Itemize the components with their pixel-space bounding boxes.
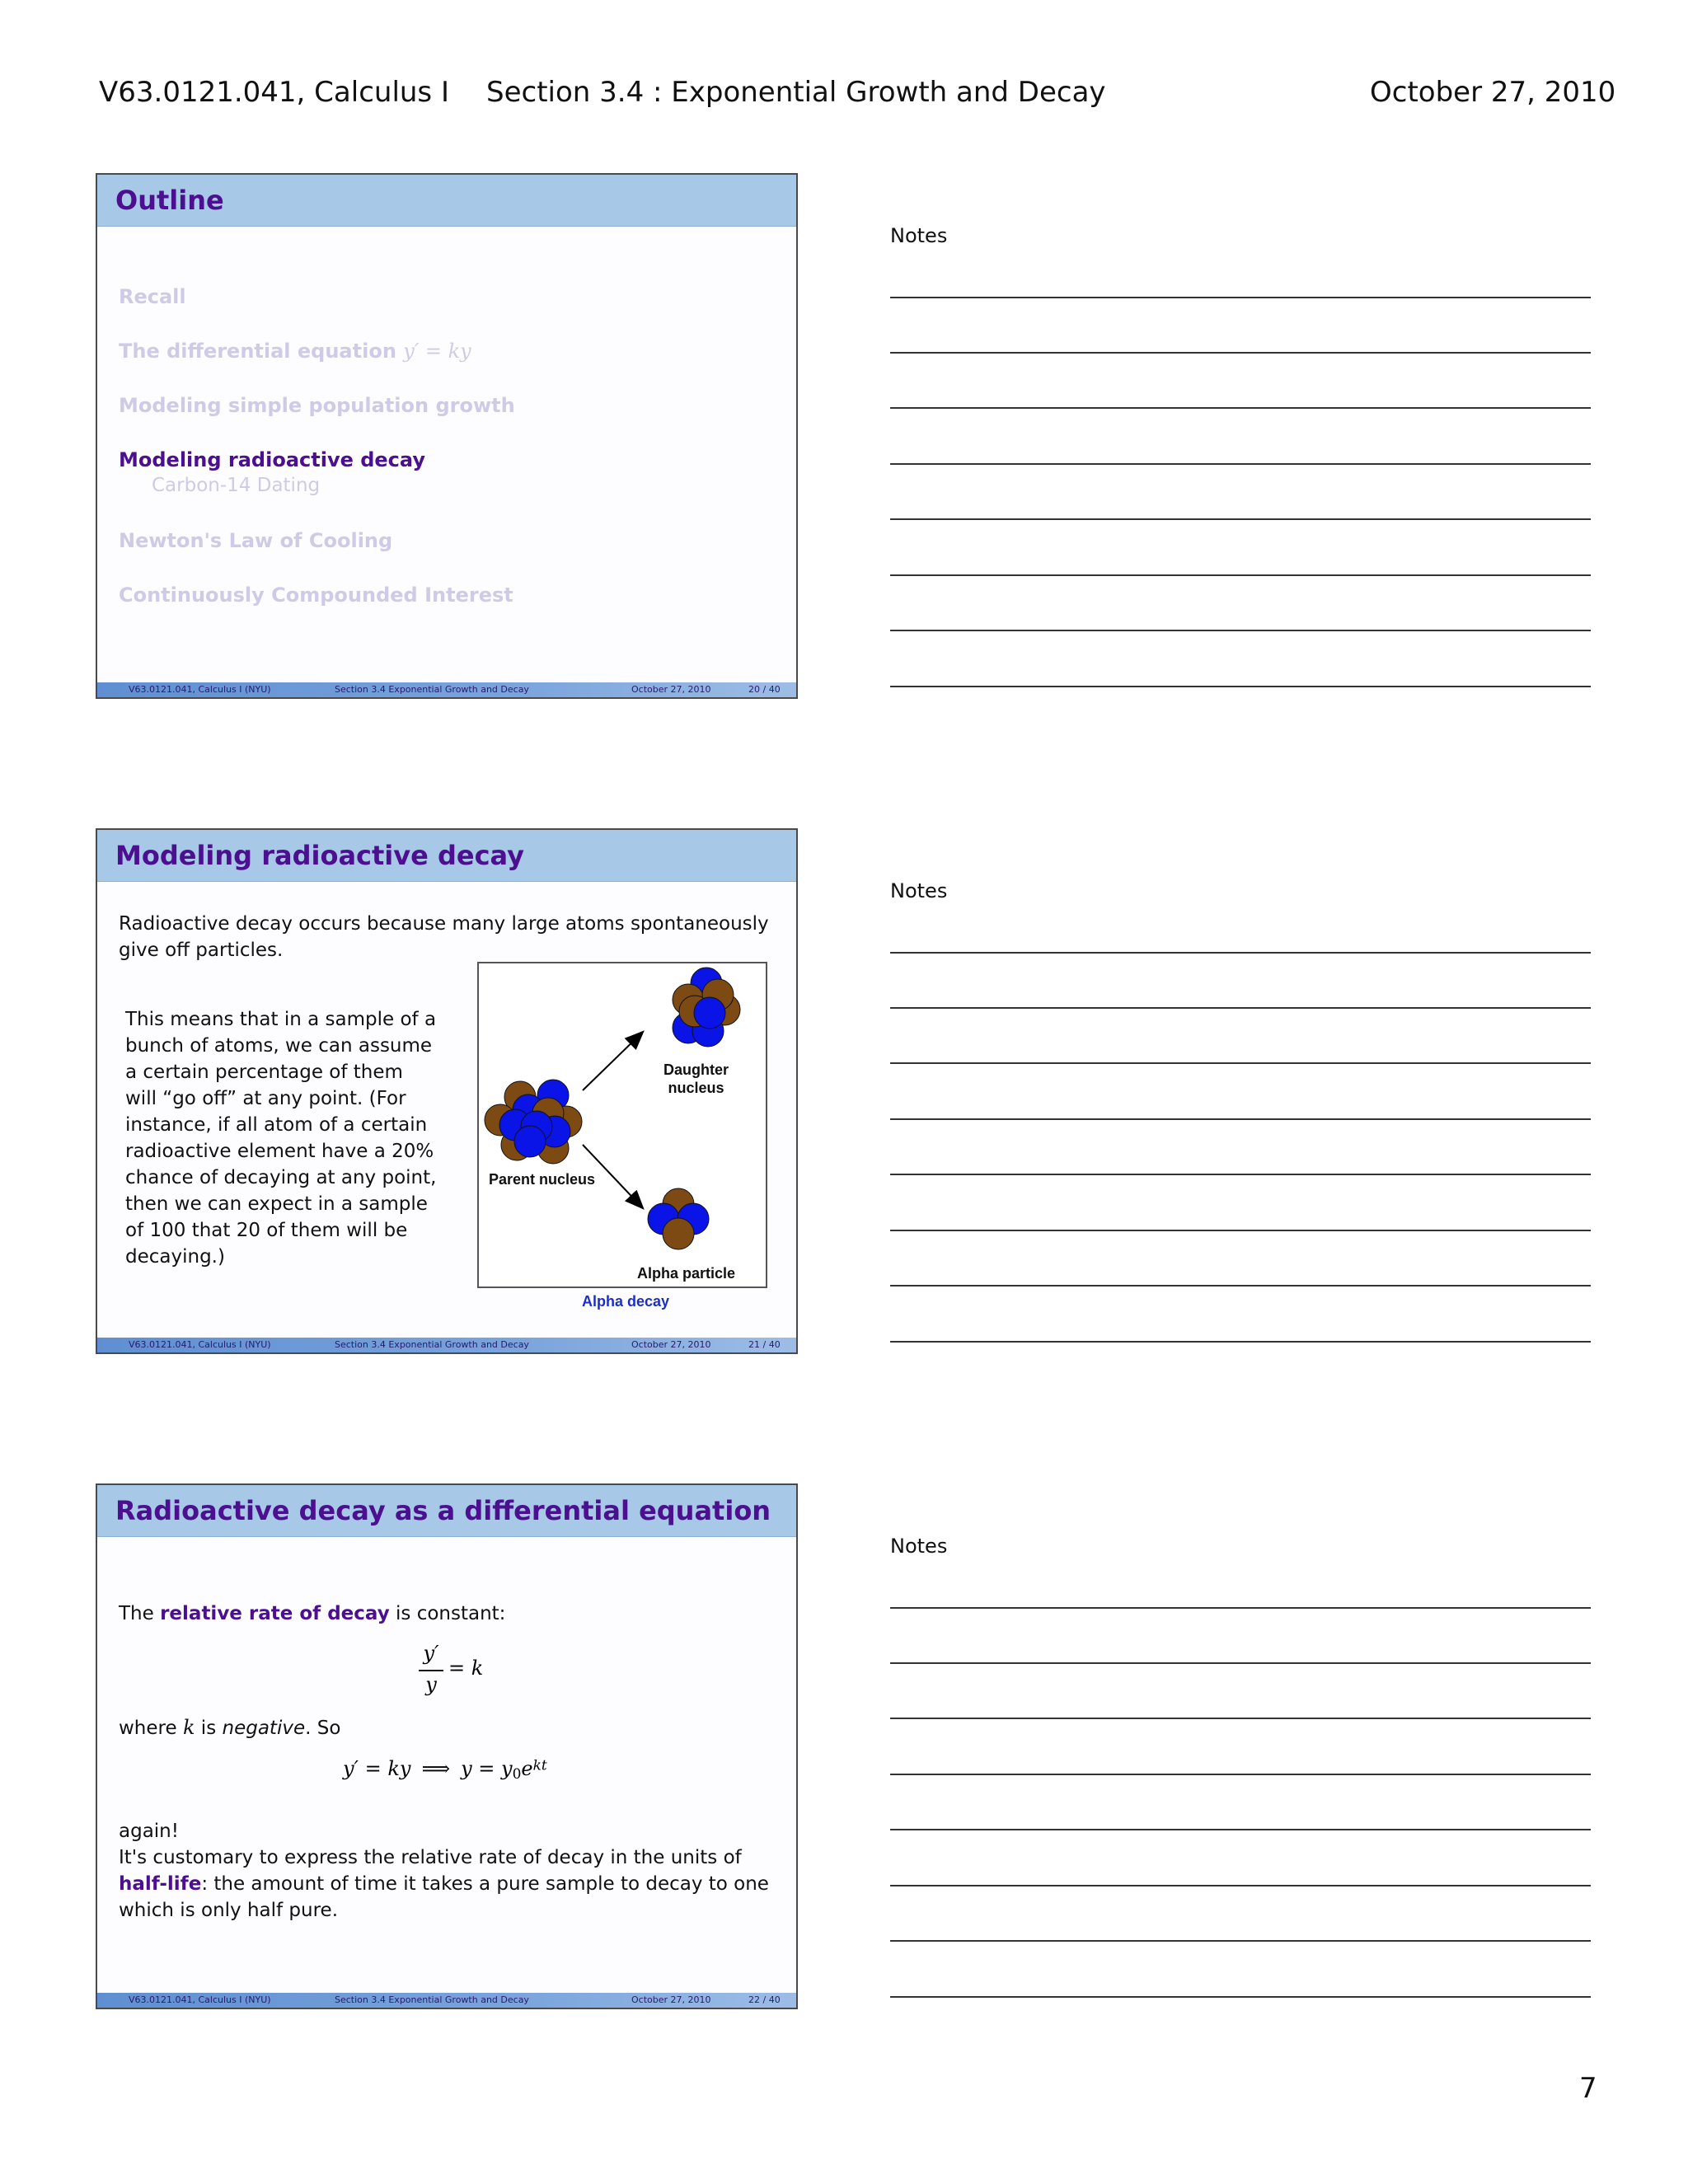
page-header-date: October 27, 2010 (1370, 76, 1616, 109)
slide-titlebar (97, 1485, 796, 1537)
slide-title: Outline (115, 185, 224, 216)
note-line (890, 1285, 1591, 1286)
footer-section: Section 3.4 Exponential Growth and Decay (335, 1994, 529, 2005)
parent-nucleus-label: Parent nucleus (489, 1171, 596, 1188)
text-segment: . So (305, 1718, 341, 1739)
fraction-denominator: y (425, 1673, 437, 1696)
text-segment: is constant: (389, 1603, 506, 1624)
note-line (890, 1940, 1591, 1942)
alpha-decay-figure (477, 962, 767, 1288)
note-line (890, 1718, 1591, 1719)
equation-subscript: 0 (512, 1766, 522, 1783)
note-line (890, 1118, 1591, 1120)
note-line (890, 952, 1591, 954)
notes-label: Notes (890, 879, 948, 902)
note-line (890, 1607, 1591, 1609)
footer-course: V63.0121.041, Calculus I (NYU) (129, 684, 271, 695)
notes-label: Notes (890, 1535, 948, 1558)
note-line (890, 574, 1591, 576)
note-line (890, 1230, 1591, 1231)
footer-page: 22 / 40 (748, 1994, 781, 2005)
slide-footer (97, 1993, 796, 2008)
figure-caption: Alpha decay (582, 1293, 670, 1310)
note-line (890, 1341, 1591, 1343)
text-segment: It's customary to express the relative rate of decay in the units of (119, 1847, 742, 1868)
slide-title: Radioactive decay as a differential equation (115, 1495, 771, 1526)
note-line (890, 518, 1591, 520)
slide-radioactive-decay (96, 828, 798, 1354)
footer-date: October 27, 2010 (631, 1339, 711, 1350)
notes-label: Notes (890, 224, 948, 247)
note-line (890, 1174, 1591, 1175)
math-k: k (182, 1716, 195, 1739)
text-segment: is (195, 1718, 223, 1739)
implies-arrow: ⟹ (421, 1757, 450, 1780)
slide-decay-differential-equation (96, 1483, 798, 2009)
footer-date: October 27, 2010 (631, 684, 711, 695)
outline-item-compound-interest: Continuously Compounded Interest (119, 583, 513, 607)
fraction-bar (419, 1670, 443, 1671)
highlight-term: half-life (119, 1873, 202, 1895)
note-line (890, 352, 1591, 354)
relative-rate-sentence (119, 1601, 505, 1627)
footer-page: 20 / 40 (748, 684, 781, 695)
slide-paragraph: This means that in a sample of a bunch of atoms, we can assume a certain percentage of them will “go off” at any point. (For instance, if all atom of a certain radioactive element have a 20% chance of decaying at any point, then we can expect in a sample of 100 that 20 of them will be decaying.) (125, 1009, 437, 1268)
outline-item-newtons-law: Newton's Law of Cooling (119, 529, 393, 552)
note-line (890, 1774, 1591, 1775)
note-line (890, 407, 1591, 409)
half-life-paragraph (119, 1844, 783, 1924)
note-line (890, 1662, 1591, 1664)
equation-exp-base: e (521, 1757, 533, 1780)
outline-item-population-growth: Modeling simple population growth (119, 394, 515, 417)
parent-nucleus-icon (485, 1080, 582, 1164)
text-segment: The (119, 1603, 161, 1624)
slide-title: Modeling radioactive decay (115, 840, 525, 871)
daughter-nucleus-label: Daughter nucleus (663, 1062, 729, 1096)
footer-page: 21 / 40 (748, 1339, 781, 1350)
page-header-section: Section 3.4 : Exponential Growth and Decay (486, 76, 1106, 109)
note-line (890, 1996, 1591, 1998)
page-number: 7 (1579, 2072, 1597, 2105)
slide-outline (96, 173, 798, 699)
alpha-decay-diagram (479, 963, 766, 1286)
footer-date: October 27, 2010 (631, 1994, 711, 2005)
solution-equation (343, 1757, 547, 1783)
slide-titlebar (97, 175, 796, 227)
footer-course: V63.0121.041, Calculus I (NYU) (129, 1339, 271, 1350)
fraction-rhs: = k (448, 1657, 484, 1680)
highlight-term: relative rate of decay (160, 1603, 390, 1624)
equation-exponent: kt (532, 1757, 547, 1774)
footer-section: Section 3.4 Exponential Growth and Decay (335, 1339, 529, 1350)
note-line (890, 1885, 1591, 1886)
note-line (890, 463, 1591, 465)
footer-section: Section 3.4 Exponential Growth and Decay (335, 684, 529, 695)
outline-item-recall: Recall (119, 285, 186, 308)
equation-lhs: y′ = ky (343, 1757, 411, 1780)
slide-footer (97, 1338, 796, 1352)
note-line (890, 1007, 1591, 1009)
equation-rhs: y = y (461, 1757, 513, 1780)
text-segment: : the amount of time it takes a pure sample to decay to one which is only half pure. (119, 1873, 769, 1921)
slide-intro-text: Radioactive decay occurs because many large atoms spontaneously give off particles. (119, 913, 769, 961)
outline-subitem-carbon-14: Carbon-14 Dating (152, 475, 321, 496)
note-line (890, 1829, 1591, 1830)
note-line (890, 630, 1591, 631)
outline-item-label: The differential equation (119, 340, 404, 363)
daughter-nucleus-icon (673, 968, 740, 1047)
page-header-course: V63.0121.041, Calculus I (99, 76, 449, 109)
outline-item-differential-equation (119, 340, 471, 363)
note-line (890, 686, 1591, 687)
again-text: again! (119, 1821, 179, 1842)
alpha-particle-label: Alpha particle (637, 1265, 736, 1282)
note-line (890, 297, 1591, 298)
outline-item-equation: y′ = ky (403, 340, 471, 363)
outline-item-radioactive-decay: Modeling radioactive decay (119, 448, 426, 471)
fraction-numerator: y′ (423, 1642, 439, 1665)
where-k-sentence (119, 1714, 340, 1741)
fraction-equation (419, 1642, 518, 1699)
footer-course: V63.0121.041, Calculus I (NYU) (129, 1994, 271, 2005)
note-line (890, 1062, 1591, 1064)
slide-footer (97, 682, 796, 697)
text-segment: where (119, 1718, 183, 1739)
alpha-particle-icon (648, 1188, 709, 1249)
emphasis-negative: negative (222, 1718, 306, 1739)
arrow-to-daughter (583, 1033, 642, 1090)
slide-titlebar (97, 830, 796, 882)
